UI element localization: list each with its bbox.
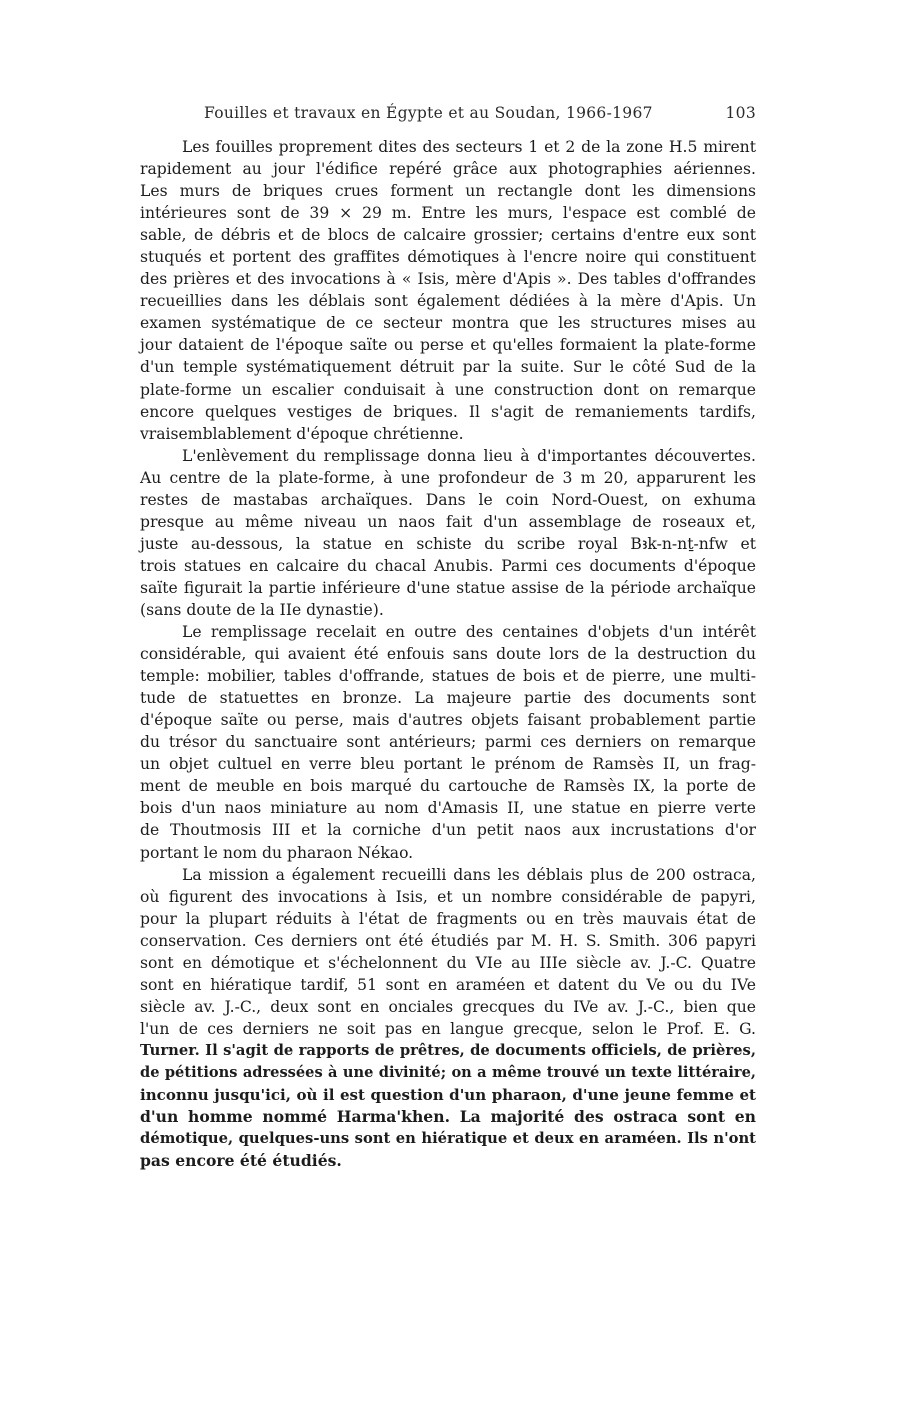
- text-line: sont en démotique et s'échelonnent du VIe au IIIe siècle av. J.-C. Quatre: [140, 953, 756, 972]
- text-line: considérable, qui avaient été enfouis sans doute lors de la destruction du: [140, 645, 756, 664]
- text-line: examen systématique de ce secteur montra que les structures mises au: [140, 314, 756, 333]
- text-line: encore quelques vestiges de briques. Il s'agit de remaniements tardifs,: [140, 402, 756, 421]
- paragraph-4: [140, 864, 756, 1173]
- text-line: des prières et des invocations à « Isis, mère d'Apis ». Des tables d'offrandes: [140, 270, 756, 289]
- text-line: sont en hiératique tardif, 51 sont en araméen et datent du Ve ou du IVe: [140, 975, 756, 994]
- text-line: Les murs de briques crues forment un rectangle dont les dimensions: [140, 182, 756, 201]
- text-line: jour dataient de l'époque saïte ou perse et qu'elles formaient la plate-forme: [140, 336, 756, 355]
- text-line: Le remplissage recelait en outre des centaines d'objets d'un intérêt: [182, 623, 756, 642]
- text-line: pour la plupart réduits à l'état de fragments ou en très mauvais état de: [140, 909, 756, 928]
- text-line: un objet cultuel en verre bleu portant le prénom de Ramsès II, un frag-: [140, 755, 756, 774]
- text-line: rapidement au jour l'édifice repéré grâce aux photographies aériennes.: [140, 160, 756, 179]
- text-line: sable, de débris et de blocs de calcaire grossier; certains d'entre eux sont: [140, 226, 756, 245]
- text-line: temple: mobilier, tables d'offrande, statues de bois et de pierre, une multi-: [140, 667, 756, 686]
- text-line: Au centre de la plate-forme, à une profondeur de 3 m 20, apparurent les: [140, 468, 756, 487]
- text-line: plate-forme un escalier conduisait à une construction dont on remarque: [140, 380, 756, 399]
- text-line: Turner. Il s'agit de rapports de prêtres, de documents officiels, de prières,: [140, 1041, 756, 1059]
- text-line: pas encore été étudiés.: [140, 1151, 342, 1171]
- text-line: conservation. Ces derniers ont été étudiés par M. H. S. Smith. 306 papyri: [140, 931, 756, 950]
- text-line: l'un de ces derniers ne soit pas en langue grecque, selon le Prof. E. G.: [140, 1019, 756, 1038]
- paragraph-1: [140, 136, 756, 445]
- text-line: tude de statuettes en bronze. La majeure partie des documents sont: [140, 689, 756, 708]
- text-line: saïte figurait la partie inférieure d'une statue assise de la période archaïque: [140, 578, 756, 597]
- text-line: inconnu jusqu'ici, où il est question d'un pharaon, d'une jeune femme et: [140, 1086, 756, 1105]
- text-line: d'époque saïte ou perse, mais d'autres objets faisant probablement partie: [140, 711, 756, 730]
- text-line: siècle av. J.-C., deux sont en onciales grecques du IVe av. J.-C., bien que: [140, 997, 756, 1016]
- paragraph-3: [140, 621, 756, 864]
- article-body: [140, 136, 756, 1172]
- running-head-title: Fouilles et travaux en Égypte et au Soudan, 1966-1967: [204, 104, 653, 122]
- running-header: [204, 104, 756, 126]
- text-line: démotique, quelques-uns sont en hiératique et deux en araméen. Ils n'ont: [140, 1130, 756, 1148]
- text-line: (sans doute de la IIe dynastie).: [140, 600, 384, 619]
- text-line: bois d'un naos miniature au nom d'Amasis II, une statue en pierre verte: [140, 799, 756, 818]
- text-line: d'un temple systématiquement détruit par la suite. Sur le côté Sud de la: [140, 358, 756, 377]
- text-line: restes de mastabas archaïques. Dans le coin Nord-Ouest, on exhuma: [140, 490, 756, 509]
- text-line: vraisemblablement d'époque chrétienne.: [140, 424, 464, 443]
- paragraph-2: [140, 445, 756, 621]
- text-line: Les fouilles proprement dites des secteurs 1 et 2 de la zone H.5 mirent: [182, 138, 756, 156]
- text-line: du trésor du sanctuaire sont antérieurs; parmi ces derniers on remarque: [140, 733, 756, 752]
- text-line: trois statues en calcaire du chacal Anubis. Parmi ces documents d'époque: [140, 556, 756, 575]
- text-line: juste au-dessous, la statue en schiste du scribe royal Bꜣk-n-nṯ-nfw et: [140, 534, 756, 553]
- text-line: stuqués et portent des graffites démotiques à l'encre noire qui constituent: [140, 248, 756, 267]
- text-line: où figurent des invocations à Isis, et un nombre considérable de papyri,: [140, 887, 756, 906]
- text-line: recueillies dans les déblais sont également dédiées à la mère d'Apis. Un: [140, 292, 756, 311]
- text-line: La mission a également recueilli dans les déblais plus de 200 ostraca,: [182, 865, 756, 884]
- page-number: 103: [725, 104, 756, 122]
- text-line: ment de meuble en bois marqué du cartouche de Ramsès IX, la porte de: [140, 777, 756, 796]
- text-line: L'enlèvement du remplissage donna lieu à d'importantes découvertes.: [182, 446, 756, 465]
- text-line: de Thoutmosis III et la corniche d'un petit naos aux incrustations d'or: [140, 821, 756, 840]
- text-line: portant le nom du pharaon Nékao.: [140, 843, 414, 862]
- text-line: intérieures sont de 39 × 29 m. Entre les murs, l'espace est comblé de: [140, 204, 756, 223]
- text-line: d'un homme nommé Harma'khen. La majorité des ostraca sont en: [140, 1107, 756, 1127]
- text-line: presque au même niveau un naos fait d'un assemblage de roseaux et,: [140, 512, 756, 531]
- text-line: de pétitions adressées à une divinité; on a même trouvé un texte littéraire,: [140, 1063, 756, 1081]
